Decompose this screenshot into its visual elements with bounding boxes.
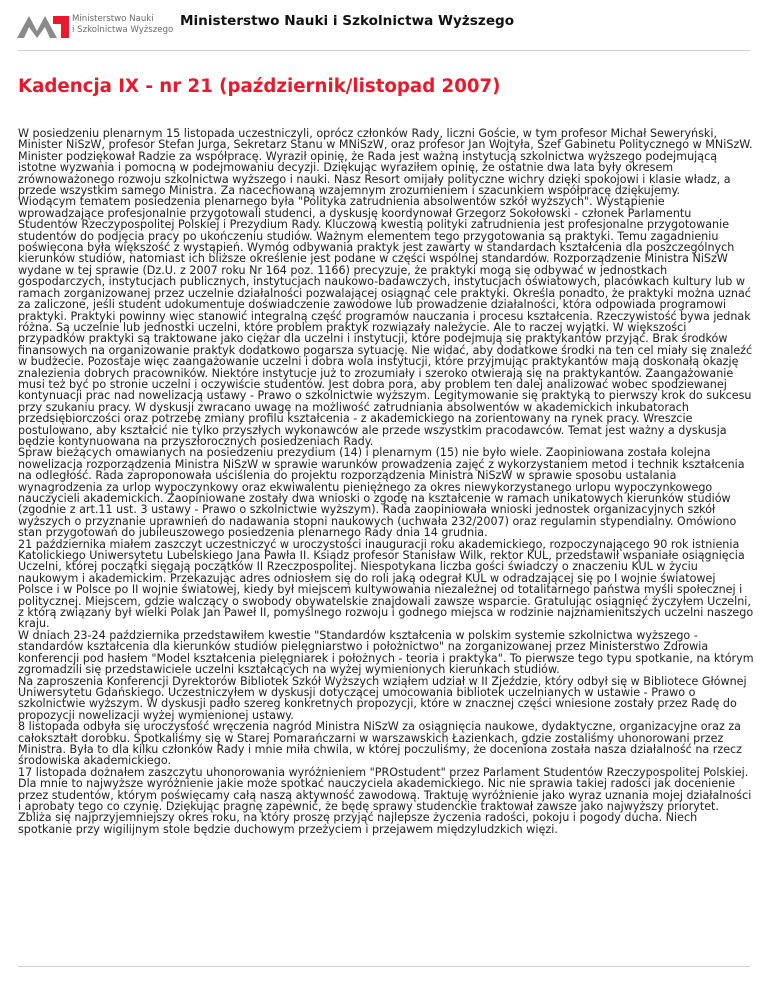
paragraph-kul-inauguration: 21 października miałem zaszczyt uczestniczyć w uroczystości inauguracji roku akademickiego, rozpoczynającego 90 rok istnienia Katolickiego Uniwersytetu Lubelskiego Jana Pawła II. Ksiądz profesor Stanisław Wilk, rektor KUL, przedstawił wspaniałe osiągnięcia Uczelni, której początki sięgają początków II Rzeczpospolitej. Niespotykana liczba gości świadczy o znaczeniu KUL w życiu naukowym i akademickim. Przekazując adres odniosłem się do roli jaką odegrał KUL w odradzającej się po I wojnie światowej Polsce i w Polsce po II wojnie światowej, kiedy był miejscem kultywowania niezależnej od totalitarnego państwa myśli społecznej i politycznej. Miejscem, gdzie walczący o swobody obywatelskie znajdowali zawsze wsparcie. Gratulując osiągnięć życzyłem Uczelni, z którą związany był wielki Polak Jan Paweł II, pomyślnego rozwoju i godnego miejsca w rodzinie najznamienitszych uczelni naszego kraju. <box>18 537 754 631</box>
paragraph-prostudent-award: 17 listopada dożnałem zaszczytu uhonorowania wyróżnieniem "PROstudent" przez Parlament Studentów Rzeczypospolitej Polskiej. Dla mnie to najwyższe wyróżnienie jakie może spotkać nauczyciela akademickiego. Nic nie sprawia takiej radości jak docenienie przez studentów, którym poświęcamy całą naszą aktywność zawodową. Traktuję wyróżnienie jako wyraz uznania mojej działalności i aprobaty tego co czynię. Dziękując pragnę zapewnić, że będę sprawy studenckie traktował zawsze jako najwyższy priorytet. <box>18 765 752 813</box>
footer-divider <box>18 966 750 967</box>
paragraph-nursing-standards: W dniach 23-24 października przedstawiłem kwestie "Standardów kształcenia w polskim systemie szkolnictwa wyższego - standardów kształcenia dla kierunków studiów pielęgniarstwo i położnictwo" na zorganizowanej przez Ministerstwo Zdrowia konferencji pod hasłem "Model kształcenia pielęgniarek i położnych - teoria i praktyka". To pierwsze tego typu spotkanie, na którym zgromadzili się przedstawiciele uczelni kształcących na wyżej wymienionych kierunkach studiów. <box>18 628 754 677</box>
paragraph-minister-awards: 8 listopada odbyła się uroczystość wręczenia nagród Ministra NiSzW za osiągnięcia naukowe, dydaktyczne, organizacyjne oraz za całokształt dorobku. Spotkaliśmy się w Starej Pomarańczarni w warszawskich Łazienkach, gdzie zostaliśmy uhonorowani przez Ministra. Była to dla kilku członków Rady i mnie miła chwila, w której poczuliśmy, że doceniona została nasza działalność na rzecz środowiska akademickiego. <box>18 720 743 768</box>
paragraph-attendance: W posiedzeniu plenarnym 15 listopada uczestniczyli, oprócz członków Rady, liczni Goście, w tym profesor Michał Seweryński, Minister NiSzW, profesor Stefan Jurga, Sekretarz Stanu w MNiSzW, oraz profesor Jan Wojtyła, Szef Gabinetu Politycznego w MNiSzW. Minister podziękował Radzie za współpracę. Wyraził opinię, że Rada jest ważną instytucją szkolnictwa wyższego podejmującą istotne wyzwania i pomocną w podejmowaniu decyzji. Dziękując wyraziłem opinię, że ostatnie dwa lata były okresem zrównoważonego rozwoju szkolnictwa wyższego i nauki. Nasz Resort omijały polityczne wichry dzięki spokojowi i klasie władz, a przede wszystkim samego Ministra. Za nacechowaną wzajemnym zrozumieniem i szacunkiem współpracę dziękujemy. <box>18 127 753 198</box>
article-body <box>18 128 754 835</box>
paragraph-library-congress: Na zaproszenia Konferencji Dyrektorów Bibliotek Szkół Wyższych wziąłem udział w II Zjeździe, który odbył się w Bibliotece Głównej Uniwersytetu Gdańskiego. Uczestniczyłem w dyskusji dotyczącej umocowania bibliotek uczelnianych w ustawie - Prawo o szkolnictwie wyższym. W dyskusji padło szereg konkretnych propozycji, które w znacznej części wniesione zostały przez Radę do propozycji nowelizacji wyżej wymienionej ustawy. <box>18 674 747 722</box>
logo-line-2: i Szkolnictwa Wyższego <box>72 25 174 35</box>
ministry-logo-icon[interactable] <box>17 13 69 38</box>
paragraph-season-greetings: Zbliża się najprzyjemniejszy okres roku, na który proszę przyjąć najlepsze życzenia radości, pokoju i pogody ducha. Niech spotkanie przy wigilijnym stole będzie duchowym przeżyciem i przejawem międzyludzkich więzi. <box>18 811 698 836</box>
paragraph-current-affairs: Spraw bieżących omawianych na posiedzeniu prezydium (14) i plenarnym (15) nie było wiele. Zaopiniowana została kolejna nowelizacja rozporządzenia Ministra NiSzW w sprawie warunków prowadzenia zajęć z wykorzystaniem metod i technik kształcenia na odległość. Rada zaproponowała uściślenia do projektu rozporządzenia Ministra NiSzW w sprawie sposobu ustalania wynagrodzenia za urlop wypoczynkowy oraz ekwiwalentu pieniężnego za okres niewykorzystanego urlopu wypoczynkowego nauczycieli akademickich. Zaopiniowane zostały dwa wnioski o zgodę na kształcenie w ramach unikatowych kierunków studiów (zgodnie z art.11 ust. 3 ustawy - Prawo o szkolnictwie wyższym). Rada zaopiniowała wnioski jednostek organizacyjnych szkół wyższych o przyznanie uprawnień do nadawania stopni naukowych (uchwała 232/2007) oraz regulamin stypendialny. Omówiono stan przygotowań do jubileuszowego posiedzenia plenarnego Rady dnia 14 grudnia. <box>18 446 745 540</box>
page-title: Kadencja IX - nr 21 (październik/listopad 2007) <box>18 76 501 97</box>
site-title[interactable]: Ministerstwo Nauki i Szkolnictwa Wyższego <box>180 13 515 29</box>
logo-wordmark <box>72 14 173 36</box>
paragraph-graduate-employment: Wiodącym tematem posiedzenia plenarnego była "Polityka zatrudnienia absolwentów szkół wyższych". Wystąpienie wprowadzające profesjonalnie przygotowali studenci, a dyskusję koordynował Grzegorz Sokołowski - członek Parlamentu Studentów Rzeczypospolitej Polskiej i Prezydium Rady. Kluczową kwestią polityki zatrudnienia jest profesjonalne przygotowanie studentów do podjęcia pracy po ukończeniu studiów. Ważnym elementem tego przygotowania są praktyki. Temu zagadnieniu poświęcona była większość z wystąpień. Wymóg odbywania praktyk jest zawarty w standardach kształcenia dla poszczególnych kierunków studiów, natomiast ich bliższe określenie jest podane w części wspólnej standardów. Rozporządzenie Ministra NiSzW wydane w tej sprawie (Dz.U. z 2007 roku Nr 164 poz. 1166) precyzuje, że praktyki mogą się odbywać w jednostkach gospodarczych, instytucjach publicznych, instytucjach naukowo-badawczych, instytucjach oświatowych, placówkach kultury lub w ramach zorganizowanej przez uczelnie działalności pozwalającej osiągnąć cele praktyki. Określa ponadto, że praktyki można uznać za zaliczone, jeśli student udokumentuje doświadczenie zawodowe lub prowadzenie działalności, która odpowiada programowi praktyki. Praktyki powinny więc stanowić integralną część programów nauczania i procesu kształcenia. Rzeczywistość bywa jednak różna. Są uczelnie lub jednostki uczelni, które problem praktyk rozwiązały należycie. Ale to raczej wyjątki. W większości przypadków praktyki są traktowane jako ciężar dla uczelni i instytucji, które podejmują się praktykantów przyjąć. Brak środków finansowych na organizowanie praktyk dodatkowo pogarsza sytuację. Nie widać, aby dodatkowe środki na ten cel miały się znaleźć w budżecie. Pozostaje więc zaangażowanie uczelni i dobra wola instytucji, które przyjmując praktykantów mają doskonałą okazję znalezienia dobrych pracowników. Niektóre instytucje już to zrozumiały i szeroko otwierają się na praktykantów. Zaangażowanie musi też być po stronie uczelni i oczywiście studentów. Jest dobra pora, aby problem ten dalej analizować wobec spodziewanej kontynuacji prac nad nowelizacją ustawy - Prawo o szkolnictwie wyższym. Legitymowanie się praktyką to pierwszy krok do sukcesu przy szukaniu pracy. W dyskusji zwracano uwagę na możliwość zatrudniania absolwentów w akademickich inkubatorach przedsiębiorczości oraz potrzebę zmiany profilu kształcenia - z akademickiego na zorientowany na rynek pracy. Wreszcie postulowano, aby kształcić nie tylko przyszłych wykonawców ale przede wszystkim pracodawców. Temat jest ważny a dyskusja będzie kontynuowana na przyszłorocznych posiedzeniach Rady. <box>18 195 753 448</box>
logo-line-1: Ministerstwo Nauki <box>72 14 154 24</box>
header-divider <box>18 50 750 51</box>
site-header <box>0 0 768 50</box>
